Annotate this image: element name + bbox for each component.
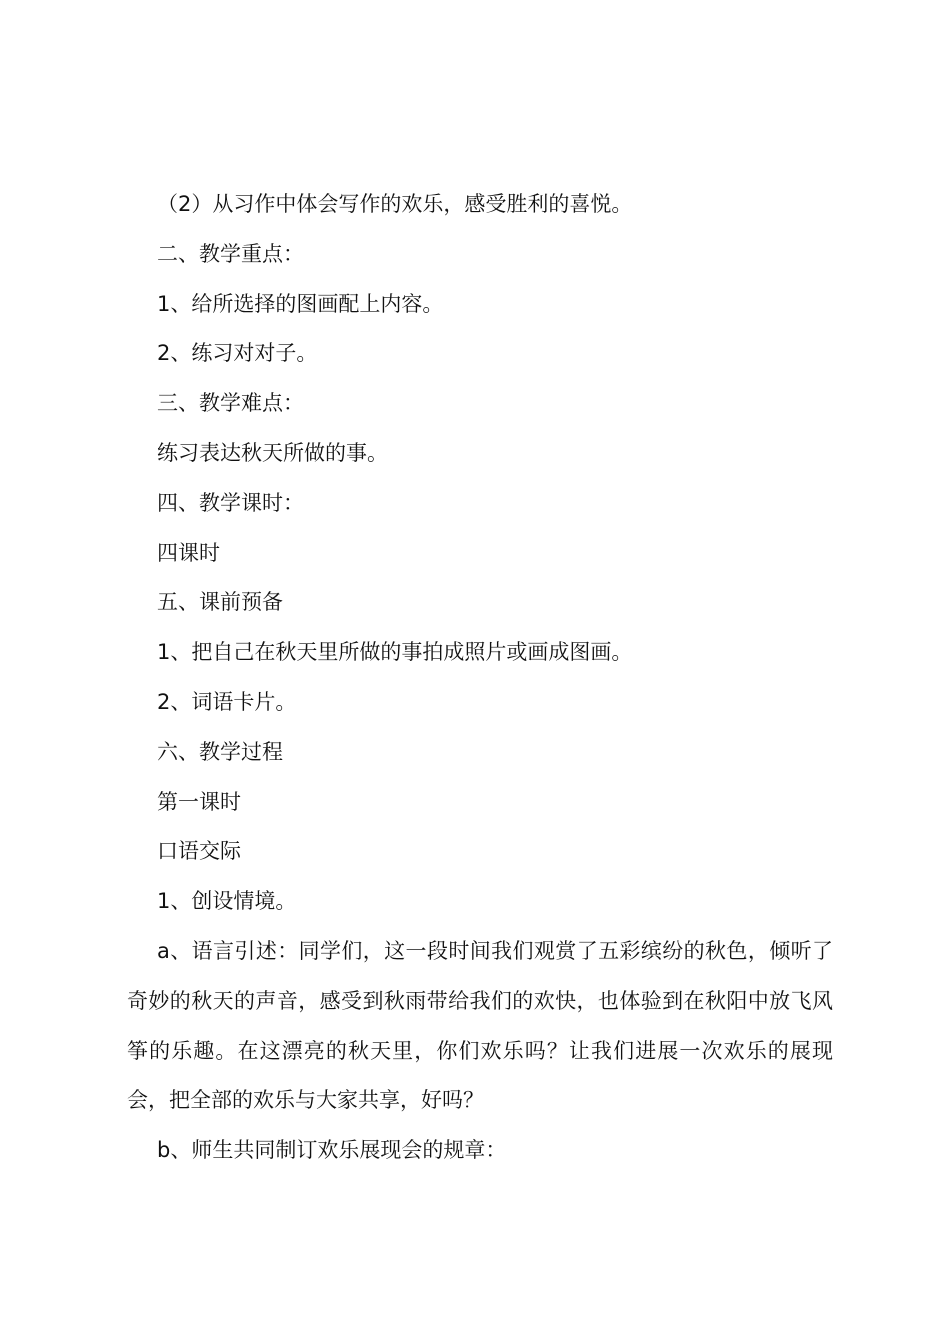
oral-communication-title: 口语交际	[157, 839, 241, 864]
heading-key-points: 二、教学重点：	[157, 241, 304, 266]
step-b: b、师生共同制订欢乐展现会的规章：	[157, 1138, 507, 1163]
objective-2: （2）从习作中体会写作的欢乐，感受胜利的喜悦。	[157, 192, 633, 216]
step-a-paragraph: a、语言引述：同学们，这一段时间我们观赏了五彩缤纷的秋色，倾听了奇妙的秋天的声音，感受到秋雨带给我们的欢快，也体验到在秋阳中放飞风筝的乐趣。在这漂亮的秋天里，你们欢乐吗？让我们进展一次欢乐的展现会，把全部的欢乐与大家共享，好吗？	[127, 938, 833, 1113]
difficulty-text: 练习表达秋天所做的事。	[157, 440, 388, 465]
preparation-1: 1、把自己在秋天里所做的事拍成照片或画成图画。	[157, 640, 633, 665]
step-1: 1、创设情境。	[157, 889, 297, 914]
document-body	[127, 180, 833, 1176]
heading-process: 六、教学过程	[157, 739, 283, 764]
heading-difficulties: 三、教学难点：	[157, 391, 304, 416]
heading-preparation: 五、课前预备	[157, 590, 283, 615]
heading-class-hours: 四、教学课时：	[157, 490, 304, 515]
key-point-1: 1、给所选择的图画配上内容。	[157, 291, 444, 316]
key-point-2: 2、练习对对子。	[157, 341, 318, 366]
lesson-1-title: 第一课时	[157, 789, 241, 814]
class-hours-text: 四课时	[157, 540, 220, 565]
preparation-2: 2、词语卡片。	[157, 689, 297, 714]
